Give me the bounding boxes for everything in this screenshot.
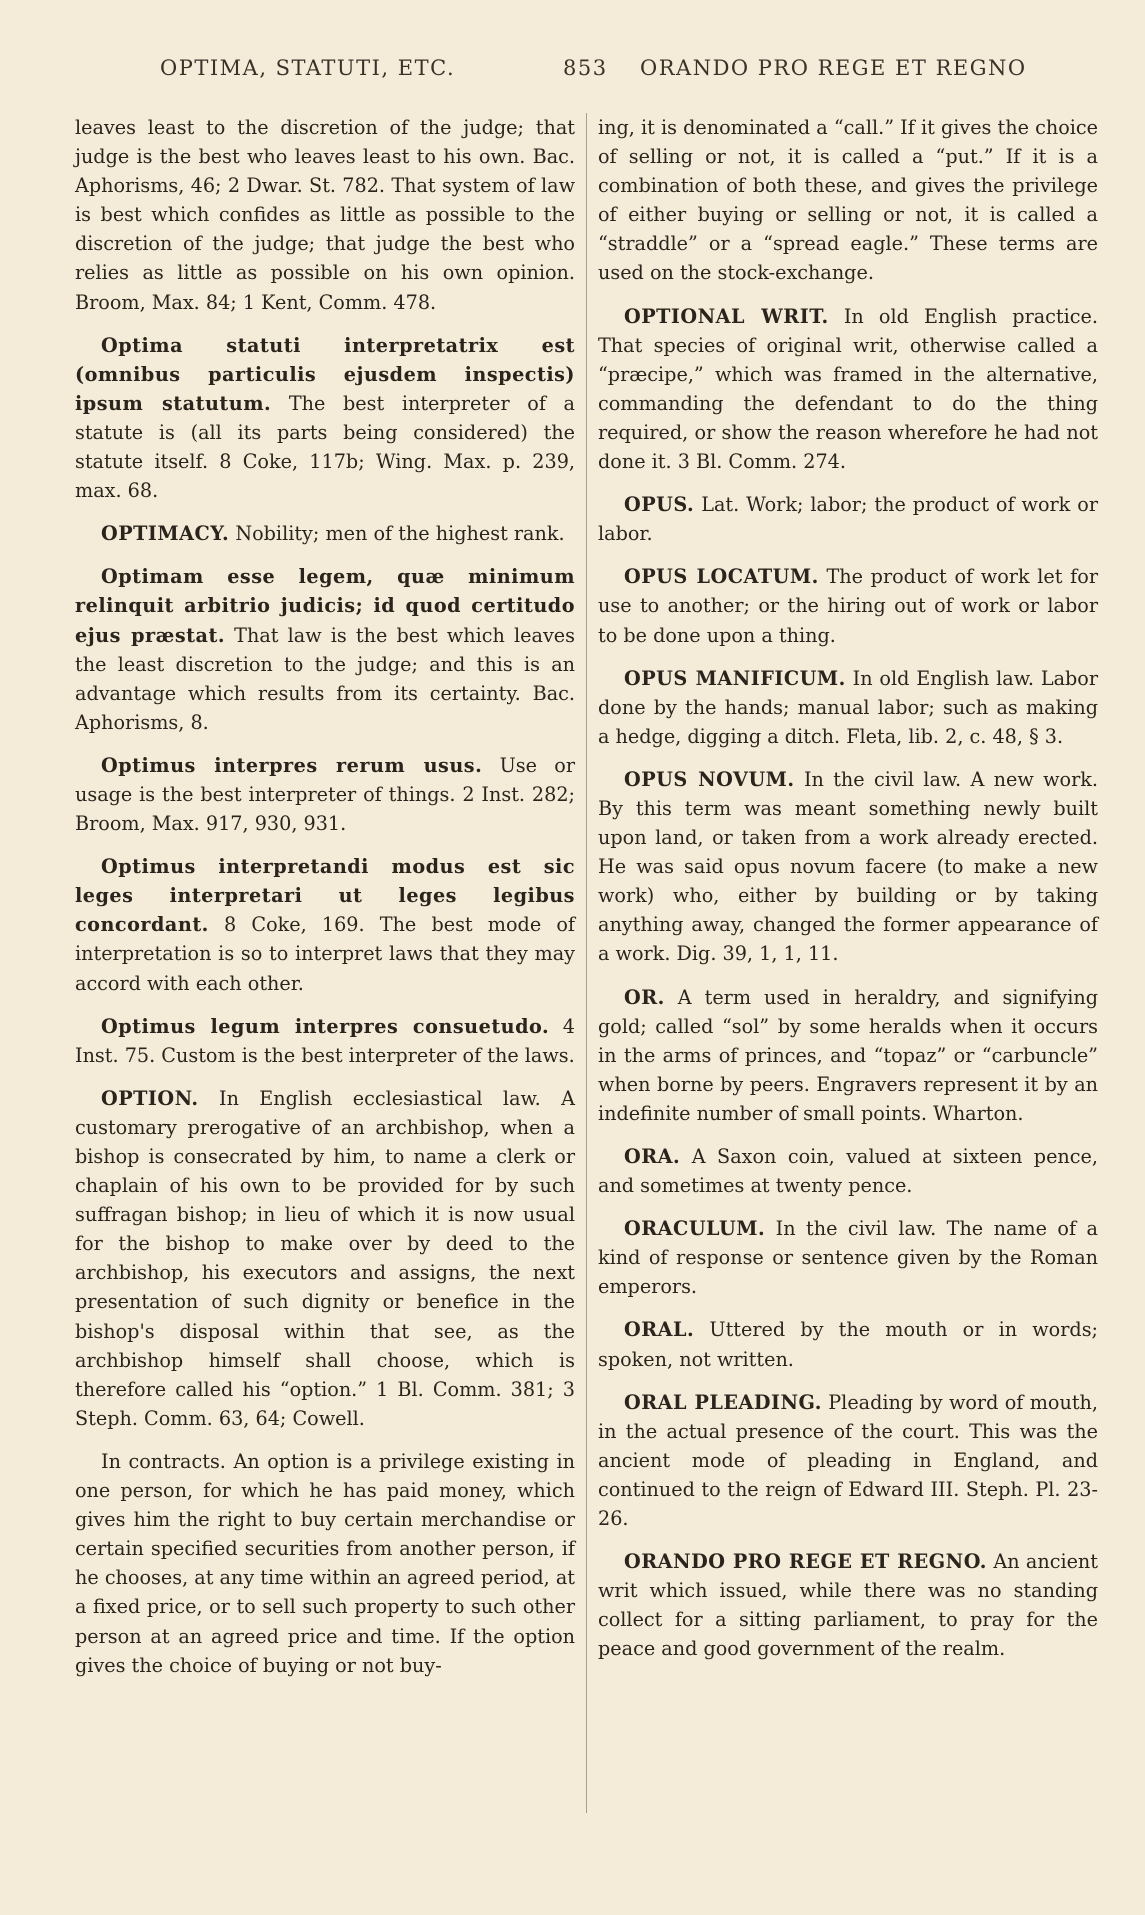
entry-body: Use or usage is the best interpreter of things. 2 Inst. 282; Broom, Max. 917, 930, 931.: [75, 753, 575, 836]
entry-headword: ORANDO PRO REGE ET REGNO.: [624, 1550, 987, 1574]
running-header: [0, 56, 1145, 90]
entry-headword: Optimus interpretandi modus est sic leges interpretari ut leges legibus concordant.: [75, 855, 575, 937]
entry-body: A term used in heraldry, and signifying gold; called “sol” by some heralds when it occurs in the arms of princes, and “topaz” or “carbuncle” when borne by peers. Engravers represent it by an indefinite number of small points. Wharton.: [598, 985, 1098, 1125]
entry-oral-pleading: [598, 1388, 1098, 1533]
entry-ora: [598, 1142, 1098, 1200]
entry-body: In the civil law. The name of a kind of response or sentence given by the Roman emperors.: [598, 1217, 1098, 1299]
entry-optional-writ: [598, 302, 1098, 477]
entry-headword: OPUS.: [624, 493, 695, 517]
entry-opus-manificum: [598, 664, 1098, 751]
entry-body: In contracts. An option is a privilege existing in one person, for which he has paid money, which gives him the right to buy certain merchandise or certain specified securities from another person, if he chooses, at any time within an agreed period, at a fixed price, or to sell such property to such other person at an agreed price and time. If the option gives the choice of buying or not buy-: [75, 1449, 575, 1677]
entry-body: ing, it is denominated a “call.” If it gives the choice of selling or not, it is called a “put.” If it is a combination of both these, and gives the privilege of either buying or selling or not, it is called a “straddle” or a “spread eagle.” These terms are used on the stock-exchange.: [598, 116, 1098, 285]
entry-body: 8 Coke, 169. The best mode of interpretation is so to interpret laws that they may accord with each other.: [75, 913, 575, 995]
entry-optima-statuti: [75, 331, 575, 506]
entry-optimus-interpres-rerum: [75, 751, 575, 838]
entry-body: Lat. Work; labor; the product of work or labor.: [598, 493, 1098, 546]
entry-headword: OPTIONAL WRIT.: [624, 304, 829, 328]
entry-headword: ORAL.: [624, 1318, 695, 1342]
entry-headword: ORAL PLEADING.: [624, 1390, 822, 1414]
entry-body: An ancient writ which issued, while there was no standing collect for a sitting parliament, to pray for the peace and good government of the realm.: [598, 1550, 1099, 1661]
entry-or: [598, 983, 1098, 1128]
entry-headword: OPUS NOVUM.: [624, 767, 795, 791]
entry-oraculum: [598, 1214, 1098, 1301]
entry-headword: OPUS MANIFICUM.: [624, 666, 846, 690]
entry-oral: [598, 1315, 1098, 1373]
entry-optimacy: [75, 519, 575, 548]
entry-body: 4 Inst. 75. Custom is the best interpreter of the laws.: [75, 1014, 575, 1067]
entry-headword: Optima statuti interpretatrix est (omnibus particulis ejusdem inspectis) ipsum statutum.: [75, 333, 575, 415]
entry-opus-novum: [598, 765, 1098, 969]
entry-headword: ORA.: [624, 1145, 681, 1168]
entry-opus: [598, 490, 1098, 548]
entry-body: In English ecclesiastical law. A customary prerogative of an archbishop, when a bishop is consecrated by him, to name a clerk or chaplain of his own to be provided for by such suffragan bishop; in lieu of which it is now usual for the bishop to make over by deed to the archbishop, his executors and assigns, the next presentation of such dignity or benefice in the bishop's disposal within that see, as the archbishop himself shall choose, which is therefore called his “option.” 1 Bl. Comm. 381; 3 Steph. Comm. 63, 64; Cowell.: [75, 1086, 575, 1430]
entry-body: Uttered by the mouth or in words; spoken, not written.: [598, 1318, 1099, 1371]
entry-body: In the civil law. A new work. By this term was meant something newly built upon land, or taken from a work already erected. He was said opus novum facere (to make a new work) who, either by building or by taking anything away, changed the former appearance of a work. Dig. 39, 1, 1, 11.: [598, 767, 1098, 966]
entry-body: In old English practice. That species of original writ, otherwise called a “præcipe,” which was framed in the alternative, commanding the defendant to do the thing required, or show the reason wherefore he had not done it. 3 Bl. Comm. 274.: [598, 304, 1098, 474]
entry-headword: OPUS LOCATUM.: [624, 565, 819, 589]
entry-body: Nobility; men of the highest rank.: [235, 522, 565, 546]
right-column: [598, 113, 1098, 1813]
entry-body: In old English law. Labor done by the hands; manual labor; such as making a hedge, digging a ditch. Fleta, lib. 2, c. 48, § 3.: [598, 666, 1099, 748]
page-number: 853: [563, 56, 608, 80]
entry-body: leaves least to the discretion of the judge; that judge is the best who leaves least to his own. Bac. Aphorisms, 46; 2 Dwar. St. 782. That system of law is best which confides as little as possible to the discretion of the judge; that judge the best who relies as little as possible on his own opinion. Broom, Max. 84; 1 Kent, Comm. 478.: [75, 116, 575, 314]
entry-body: The best interpreter of a statute is (all its parts being considered) the statute itself. 8 Coke, 117b; Wing. Max. p. 239, max. 68.: [75, 391, 576, 503]
entry-body: The product of work let for use to another; or the hiring out of work or labor to be done upon a thing.: [598, 565, 1098, 647]
entry-headword: Optimus legum interpres consuetudo.: [101, 1014, 550, 1038]
entry-optimam-esse-legem: [75, 562, 575, 737]
entry-orando-pro-rege: [598, 1547, 1098, 1663]
column-divider: [586, 113, 587, 1813]
entry-continuation: [75, 113, 575, 317]
entry-headword: ORACULUM.: [624, 1217, 766, 1241]
header-right-guideword: ORANDO PRO REGE ET REGNO: [640, 56, 1027, 80]
entry-headword: OR.: [624, 985, 665, 1009]
entry-option-contracts: [75, 1447, 575, 1680]
left-column: [75, 113, 575, 1813]
entry-optimus-legum: [75, 1012, 575, 1070]
entry-body: Pleading by word of mouth, in the actual presence of the court. This was the ancient mode of pleading in England, and continued to the reign of Edward III. Steph. Pl. 23-26.: [598, 1390, 1098, 1531]
entry-headword: Optimam esse legem, quæ minimum relinquit arbitrio judicis; id quod certitudo ejus præstat.: [75, 565, 575, 647]
header-left-guideword: OPTIMA, STATUTI, ETC.: [160, 56, 456, 80]
entry-headword: OPTION.: [101, 1086, 199, 1110]
entry-headword: Optimus interpres rerum usus.: [101, 753, 483, 777]
entry-optimus-interpretandi: [75, 852, 575, 997]
entry-body: That law is the best which leaves the least discretion to the judge; and this is an advantage which results from its certainty. Bac. Aphorisms, 8.: [75, 623, 575, 734]
entry-headword: OPTIMACY.: [101, 522, 230, 546]
entry-continuation: [598, 113, 1098, 288]
entry-opus-locatum: [598, 562, 1098, 649]
entry-option: [75, 1084, 575, 1433]
entry-body: A Saxon coin, valued at sixteen pence, and sometimes at twenty pence.: [598, 1145, 1098, 1198]
